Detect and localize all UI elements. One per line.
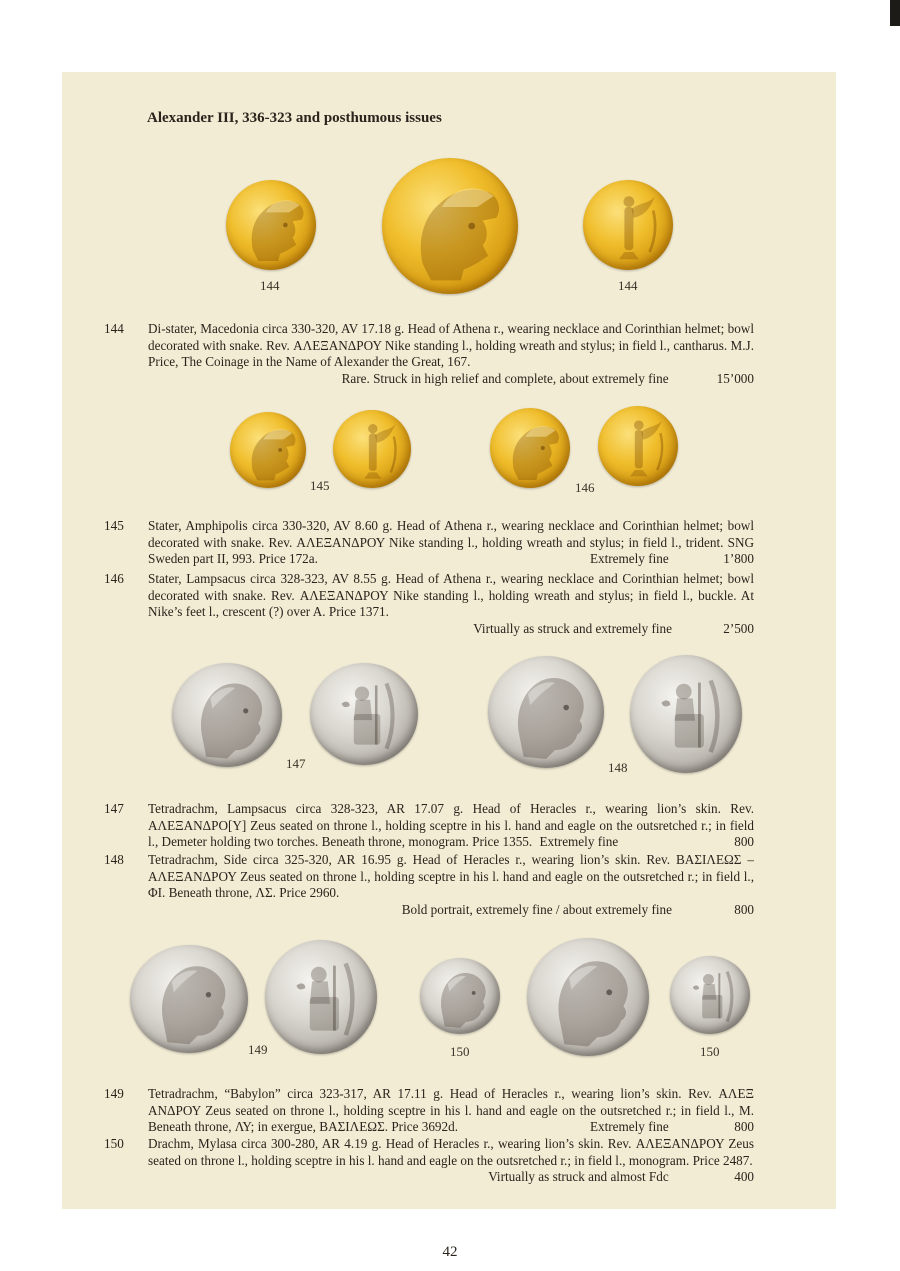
lot-entry [104, 1086, 754, 1136]
nike-standing-icon [583, 180, 673, 270]
zeus-enthroned-icon [670, 956, 750, 1034]
lot-description: Tetradrachm, Side circa 325-320, AR 16.95 g. Head of Heracles r., wearing lion’s skin. Rev. ΒΑΣΙΛΕΩΣ – ΑΛΕΞΑΝΔΡΟΥ Zeus seated on throne l., holding sceptre in his l. hand and eagle on the outsretched r.; in field l., ΦΙ. Beneath throne, ΛΣ. Price 2960. [148, 852, 754, 900]
coin-label: 150 [700, 1044, 720, 1059]
nike-standing-icon [333, 410, 411, 488]
lot-number: 146 [104, 571, 124, 586]
heracles-head-icon [420, 958, 500, 1034]
lot-grade: Virtually as struck and almost Fdc [488, 1169, 669, 1184]
coin-label: 149 [248, 1042, 268, 1057]
lot-entry [104, 571, 754, 637]
heracles-head-icon [527, 938, 649, 1056]
coin-label: 144 [260, 278, 280, 293]
coin-150-reverse-image [670, 956, 750, 1034]
lot-description: Stater, Lampsacus circa 328-323, AV 8.55 g. Head of Athena r., wearing necklace and Corinthian helmet; bowl decorated with snake. Rev. ΑΛΕΞΑΝΔΡΟΥ Nike standing l., holding wreath and stylus; in field l., buckle. At Nike’s feet l., crescent (?) over A. Price 1371. [148, 571, 754, 619]
zeus-enthroned-icon [630, 655, 742, 773]
lot-number: 145 [104, 518, 124, 533]
lot-grade: Virtually as struck and extremely fine [473, 620, 672, 636]
lot-description-text: Stater, Amphipolis circa 330-320, AV 8.60 g. Head of Athena r., wearing necklace and Corinthian helmet; bowl decorated with snake. Rev. ΑΛΕΞΑΝΔΡΟΥ Nike standing l., holding wreath and stylus; in field l., trident. SNG Sweden part II, 993. Price 172a. [148, 518, 754, 566]
coin-144-obverse-enlarged-image [382, 158, 518, 294]
coin-label: 145 [310, 478, 330, 493]
lot-grade: Extremely fine [589, 551, 669, 566]
coin-148-reverse-image [630, 655, 742, 773]
coin-label: 144 [618, 278, 638, 293]
lot-grade: Extremely fine [589, 1119, 669, 1134]
lot-estimate: 2’500 [723, 620, 754, 636]
lot-description [148, 801, 754, 851]
page-number: 42 [442, 1244, 458, 1260]
coin-147-reverse-image [310, 663, 418, 765]
lot-description: Di-stater, Macedonia circa 330-320, AV 17.18 g. Head of Athena r., wearing necklace and Corinthian helmet; bowl decorated with snake. Rev. ΑΛΕΞΑΝΔΡΟΥ Nike standing l., holding wreath and stylus; in field l., cantharus. M.J. Price, The Coinage in the Name of Alexander the Great, 167. [148, 321, 754, 369]
lot-grade: Extremely fine [539, 834, 619, 849]
nike-standing-icon [598, 406, 678, 486]
lot-description-text: Tetradrachm, “Babylon” circa 323-317, AR 17.11 g. Head of Heracles r., wearing lion’s skin. Rev. ΑΛΕΞ ΑΝΔΡΟΥ Zeus seated on throne l., holding sceptre in his l. hand and eagle on the outsretched r.; in field l., M. Beneath throne, ΛΥ; in exergue, ΒΑΣΙΛΕΩΣ. Price 3692d. [148, 1086, 754, 1134]
lot-estimate: 800 [734, 1119, 754, 1134]
coin-label: 147 [286, 756, 306, 771]
lot-number: 144 [104, 321, 124, 336]
lot-description-text: Drachm, Mylasa circa 300-280, AR 4.19 g. Head of Heracles r., wearing lion’s skin. Rev. ΑΛΕΞΑΝΔΡΟΥ Zeus seated on throne l., holding sceptre in his l. hand and eagle on the outsretched r.; in field l., monogram. Price 2487. [148, 1136, 754, 1168]
coin-146-obverse-image [490, 408, 570, 488]
section-heading: Alexander III, 336-323 and posthumous issues [147, 110, 442, 126]
lot-description [148, 518, 754, 568]
coin-label: 148 [608, 760, 628, 775]
zeus-enthroned-icon [310, 663, 418, 765]
athena-head-icon [226, 180, 316, 270]
lot-entry [104, 321, 754, 387]
coin-145-reverse-image [333, 410, 411, 488]
lot-estimate: 1’800 [723, 551, 754, 566]
athena-head-icon [230, 412, 306, 488]
page-edge-marker [890, 0, 900, 26]
lot-number: 149 [104, 1086, 124, 1101]
heracles-head-icon [130, 945, 248, 1053]
coin-147-obverse-image [172, 663, 282, 767]
lot-estimate: 800 [734, 901, 754, 917]
coin-146-reverse-image [598, 406, 678, 486]
heracles-head-icon [488, 656, 604, 768]
lot-entry [104, 801, 754, 851]
lot-number: 150 [104, 1136, 124, 1151]
lot-entry [104, 518, 754, 568]
coin-148-obverse-image [488, 656, 604, 768]
coin-144-reverse-image [583, 180, 673, 270]
coin-150-obverse-enlarged-image [527, 938, 649, 1056]
lot-grade: Bold portrait, extremely fine / about extremely fine [401, 901, 672, 917]
coin-label: 150 [450, 1044, 470, 1059]
lot-estimate: 400 [734, 1169, 754, 1184]
coin-145-obverse-image [230, 412, 306, 488]
coin-label: 146 [575, 480, 595, 495]
lot-description [148, 1136, 754, 1184]
heracles-head-icon [172, 663, 282, 767]
coin-150-obverse-image [420, 958, 500, 1034]
coin-144-obverse-image [226, 180, 316, 270]
athena-head-icon [490, 408, 570, 488]
lot-estimate: 800 [734, 834, 754, 849]
lot-description [148, 1086, 754, 1136]
athena-head-icon [382, 158, 518, 294]
lot-estimate: 15’000 [716, 370, 754, 386]
lot-grade: Rare. Struck in high relief and complete, about extremely fine [341, 370, 669, 386]
lot-number: 147 [104, 801, 124, 816]
lot-entry [104, 852, 754, 918]
zeus-enthroned-icon [265, 940, 377, 1054]
lot-entry [104, 1136, 754, 1186]
lot-number: 148 [104, 852, 124, 867]
lot-description-text: Tetradrachm, Lampsacus circa 328-323, AR 17.07 g. Head of Heracles r., wearing lion’s skin. Rev. ΑΛΕΞΑΝΔΡΟ[Υ] Zeus seated on throne l., holding sceptre in his l. hand and eagle on the outsretched r.; in field l., Demeter holding two torches. Beneath throne, monogram. Price 1355. [148, 801, 754, 849]
coin-149-obverse-image [130, 945, 248, 1053]
coin-149-reverse-image [265, 940, 377, 1054]
